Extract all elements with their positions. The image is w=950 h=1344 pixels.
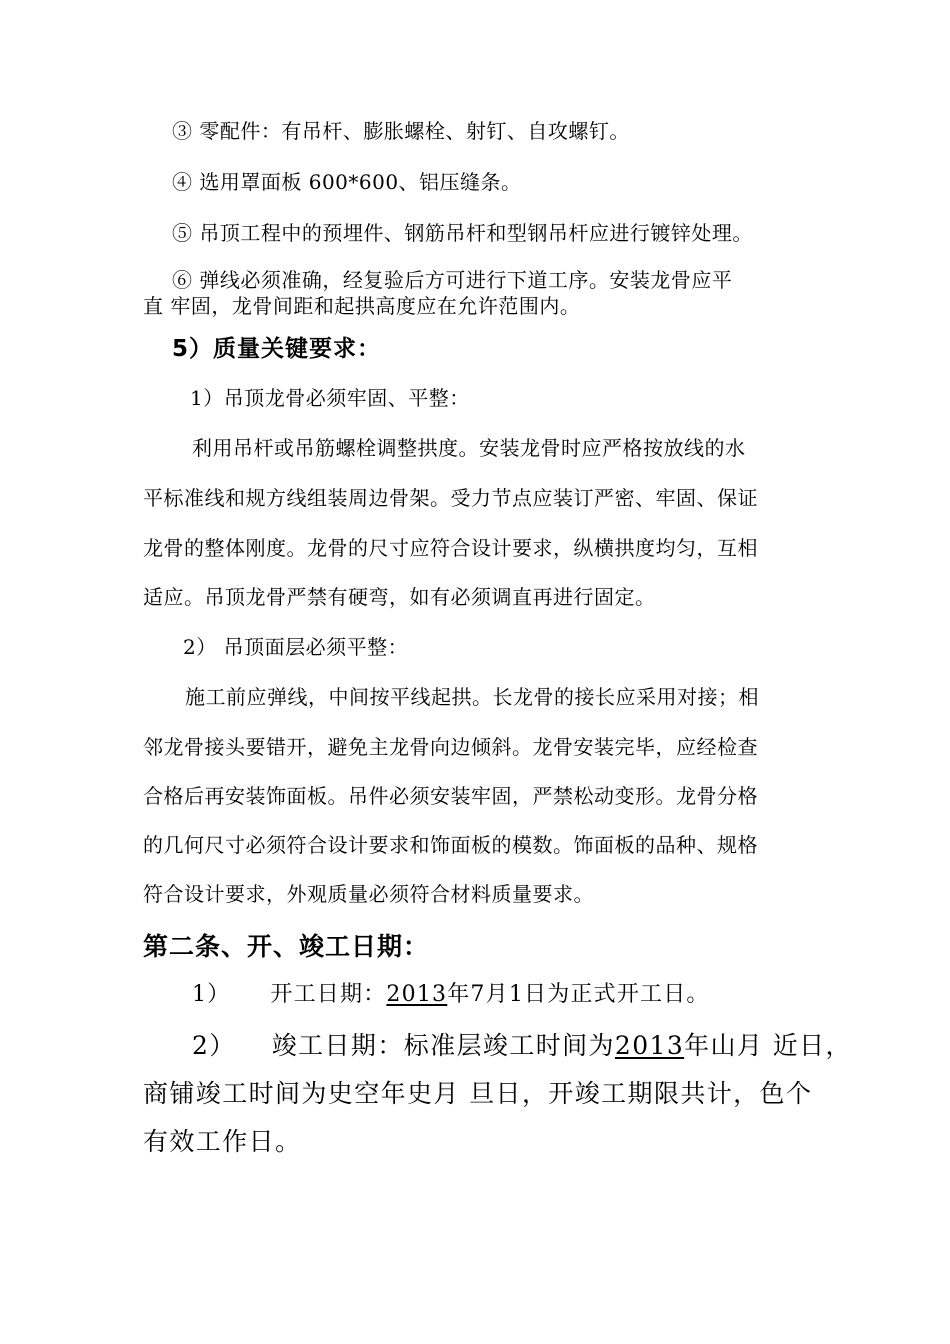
item-6: ⑥ 弹线必须准确，经复验后方可进行下道工序。安装龙骨应平	[172, 268, 733, 292]
item-4: ④ 选用罩面板 600*600、铝压缝条。	[172, 170, 522, 194]
paragraph-line: 施工前应弹线，中间按平线起拱。长龙骨的接长应采用对接；相	[185, 685, 759, 709]
start-date-rest: 年7月1日为正式开工日。	[447, 982, 710, 1007]
start-date-year: 2013	[386, 982, 448, 1007]
subsection-title-surface: 2） 吊顶面层必须平整：	[183, 635, 409, 659]
paragraph-line: 龙骨的整体刚度。龙骨的尺寸应符合设计要求，纵横拱度均匀，互相	[143, 536, 758, 560]
item-6-continued: 直 牢固，龙骨间距和起拱高度应在允许范围内。	[143, 294, 581, 318]
finish-date-line	[192, 1026, 852, 1062]
paragraph-line: 的几何尺寸必须符合设计要求和饰面板的模数。饰面板的品种、规格	[143, 833, 758, 857]
paragraph-line: 利用吊杆或吊筋螺栓调整拱度。安装龙骨时应严格按放线的水	[192, 436, 746, 460]
item-3: ③ 零配件：有吊杆、膨胀螺栓、射钉、自攻螺钉。	[172, 119, 630, 143]
paragraph-line: 平标准线和规方线组装周边骨架。受力节点应装订严密、牢固、保证	[143, 486, 758, 510]
paragraph-line: 适应。吊顶龙骨严禁有硬弯，如有必须调直再进行固定。	[143, 585, 656, 609]
section-heading-quality: 5）质量关键要求：	[172, 336, 382, 362]
start-date-number: 1）	[192, 982, 231, 1007]
start-date-label: 开工日期：	[270, 982, 387, 1007]
start-date-line	[192, 977, 710, 1008]
finish-date-year: 2013	[614, 1031, 685, 1060]
paragraph-line: 符合设计要求，外观质量必须符合材料质量要求。	[143, 882, 594, 906]
finish-date-rest: 年山月 近日，	[684, 1031, 852, 1060]
finish-date-line-3: 有效工作日。	[143, 1127, 302, 1156]
finish-date-line-2: 商铺竣工时间为史空年史月 旦日，开竣工期限共计，色个	[143, 1079, 813, 1108]
finish-date-label: 竣工日期：标准层竣工时间为	[271, 1031, 615, 1060]
finish-date-number: 2）	[192, 1031, 236, 1060]
subsection-title-keel: 1）吊顶龙骨必须牢固、平整：	[190, 386, 470, 410]
article-heading-dates: 第二条、开、竣工日期：	[143, 932, 430, 961]
paragraph-line: 合格后再安装饰面板。吊件必须安装牢固，严禁松动变形。龙骨分格	[143, 784, 758, 808]
paragraph-line: 邻龙骨接头要错开，避免主龙骨向边倾斜。龙骨安装完毕，应经检查	[143, 735, 758, 759]
item-5: ⑤ 吊顶工程中的预埋件、钢筋吊杆和型钢吊杆应进行镀锌处理。	[172, 221, 753, 245]
